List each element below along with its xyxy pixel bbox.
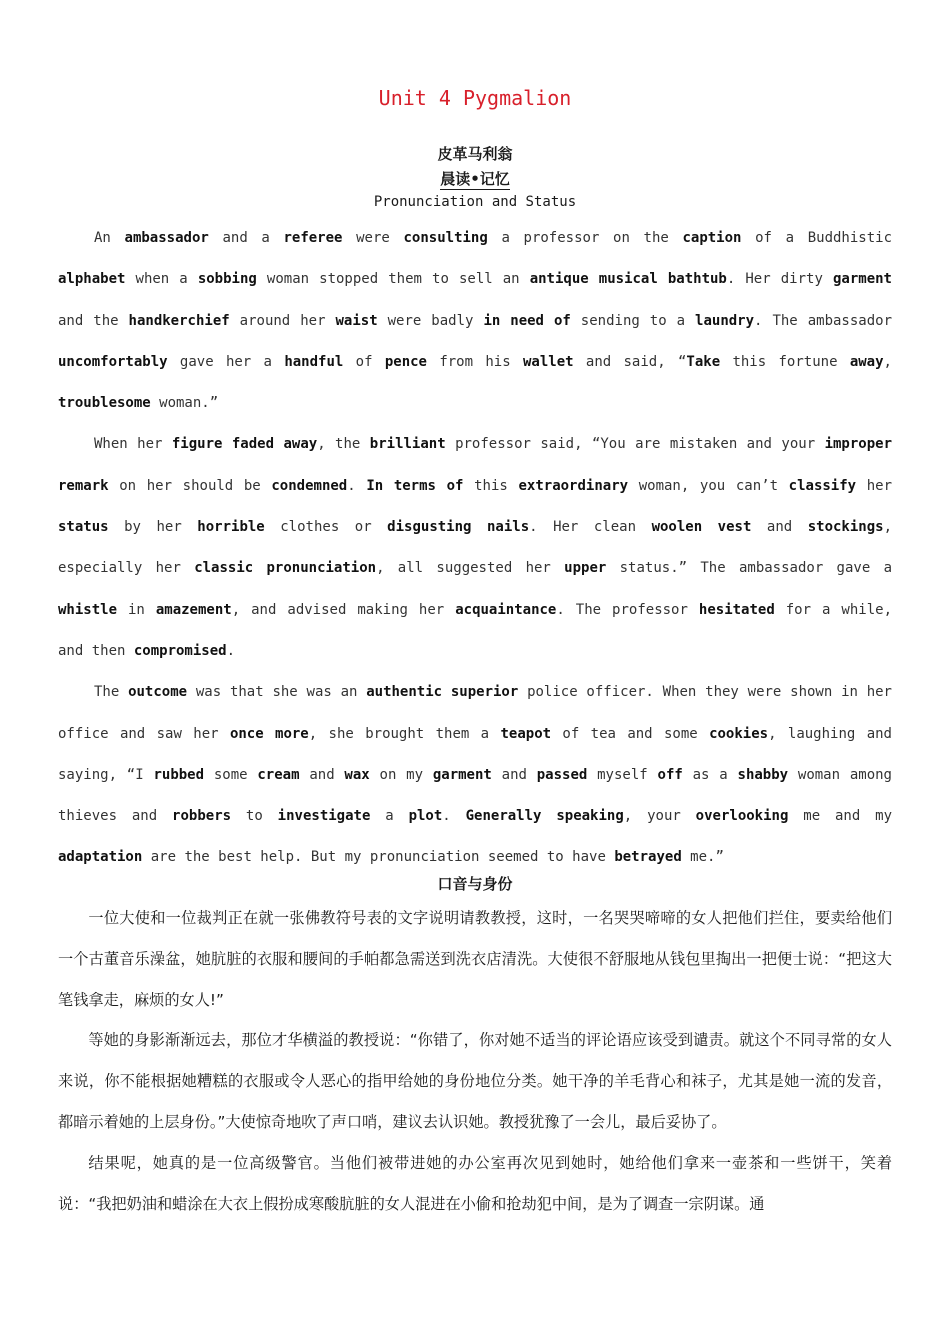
english-paragraph-2: When her figure faded away, the brilliant professor said, “You are mistaken and your improper remark on her should be condemned. In terms of this extraordinary woman, you can’t classify her status by her horrible clothes or disgusting nails. Her clean woolen vest and stockings, especially her classic pronunciation, all suggested her upper status.” The ambassador gave a whistle in amazement, and advised making her acquaintance. The professor hesitated for a while, and then compromised. [58, 436, 893, 659]
vocab-word: in need of [483, 312, 571, 329]
english-heading: Pronunciation and Status [373, 194, 577, 210]
vocab-word: disgusting nails [387, 519, 530, 536]
chinese-passage [58, 898, 892, 1224]
vocab-word: In terms of [366, 477, 464, 494]
vocab-word: condemned [271, 477, 348, 494]
vocab-word: handkerchief [128, 312, 230, 329]
vocab-word: cream [257, 766, 300, 783]
vocab-word: troublesome [58, 395, 151, 412]
section-label-text: 晨读•记忆 [440, 170, 510, 188]
vocab-word: off [657, 766, 683, 783]
vocab-word: waist [335, 312, 378, 329]
vocab-word: caption [682, 230, 742, 246]
vocab-word: pence [384, 353, 427, 370]
vocab-word: classify [788, 477, 857, 494]
vocab-word: wallet [522, 353, 574, 370]
vocab-word: Generally speaking [465, 808, 624, 825]
english-paragraph-3: The outcome was that she was an authentic superior police officer. When they were shown in her office and saw her once more, she brought them a teapot of tea and some cookies, laughing and saying, “I rubbed some cream and wax on my garment and passed myself off as a shabby woman among thieves and robbers to investigate a plot. Generally speaking, your overlooking me and my adaptation are the best help. But my pronunciation seemed to have betrayed me.” [58, 684, 893, 866]
vocab-word: status [58, 519, 109, 536]
vocab-word: teapot [500, 725, 552, 742]
vocab-word: consulting [403, 230, 488, 246]
vocab-word: woolen vest [651, 519, 752, 536]
vocab-word: upper [564, 560, 607, 577]
vocab-word: plot [408, 808, 443, 825]
vocab-word: once more [229, 725, 309, 742]
vocab-word: wax [344, 766, 370, 783]
vocab-word: garment [432, 766, 492, 783]
vocab-word: improper remark [58, 436, 892, 494]
vocab-word: laundry [695, 312, 755, 329]
vocab-word: ambassador [124, 230, 209, 246]
vocab-word: antique musical bathtub [529, 271, 727, 288]
vocab-word: overlooking [695, 808, 789, 825]
unit-title: Unit 4 Pygmalion [378, 86, 572, 110]
vocab-word: shabby [737, 766, 789, 783]
vocab-word: brilliant [369, 436, 446, 453]
vocab-word: amazement [155, 601, 232, 618]
vocab-word: compromised [133, 642, 227, 659]
chinese-paragraph-3: 结果呢，她真的是一位高级警官。当他们被带进她的办公室再次见到她时，她给他们拿来一壶茶和一些饼干，笑着说：“我把奶油和蜡涂在大衣上假扮成寒酸肮脏的女人混进在小偷和抢劫犯中间，是为了调查一宗阴谋。通 [58, 1153, 892, 1213]
chinese-paragraph-1: 一位大使和一位裁判正在就一张佛教符号表的文字说明请教教授，这时，一名哭哭啼啼的女人把他们拦住，要卖给他们一个古董音乐澡盆，她肮脏的衣服和腰间的手帕都急需送到洗衣店清洗。大使很不舒服地从钱包里掏出一把便士说：“把这大笔钱拿走，麻烦的女人!” [58, 909, 892, 1009]
vocab-word: figure faded away [171, 436, 318, 453]
vocab-word: whistle [58, 601, 118, 618]
vocab-word: betrayed [614, 849, 682, 866]
vocab-word: garment [832, 271, 892, 288]
vocab-word: cookies [709, 725, 769, 742]
vocab-word: Take [686, 353, 721, 370]
vocab-word: outcome [128, 684, 188, 701]
vocab-word: uncomfortably [58, 353, 168, 370]
chinese-title: 皮革马利翁 [437, 145, 513, 163]
chinese-paragraph-2: 等她的身影渐渐远去，那位才华横溢的教授说：“你错了，你对她不适当的评论语应该受到谴责。就这个不同寻常的女人来说，你不能根据她糟糕的衣服或令人恶心的指甲给她的身份地位分类。她干净的羊毛背心和袜子，尤其是她一流的发音，都暗示着她的上层身份。”大使惊奇地吹了声口哨，建议去认识她。教授犹豫了一会儿，最后妥协了。 [58, 1031, 892, 1131]
vocab-word: hesitated [698, 601, 775, 618]
vocab-word: horrible [197, 519, 265, 536]
vocab-word: stockings [807, 519, 884, 536]
vocab-word: adaptation [58, 849, 143, 866]
vocab-word: classic pronunciation [194, 560, 377, 577]
vocab-word: passed [536, 766, 588, 783]
vocab-word: rubbed [153, 766, 205, 783]
vocab-word: acquaintance [455, 601, 557, 618]
vocab-word: away [849, 353, 884, 370]
english-passage [58, 218, 892, 879]
english-paragraph-1: An ambassador and a referee were consulting a professor on the caption of a Buddhistic alphabet when a sobbing woman stopped them to sell an antique musical bathtub. Her dirty garment and the handkerchief around her waist were badly in need of sending to a laundry. The ambassador uncomfortably gave her a handful of pence from his wallet and said, “Take this fortune away, troublesome woman.” [58, 230, 892, 412]
vocab-word: sobbing [197, 271, 257, 288]
vocab-word: investigate [277, 808, 371, 825]
vocab-word: handful [284, 353, 344, 370]
vocab-word: extraordinary [518, 477, 629, 494]
vocab-word: authentic superior [366, 684, 519, 701]
vocab-word: referee [283, 230, 343, 246]
vocab-word: robbers [172, 808, 232, 825]
section-label [0, 168, 950, 189]
chinese-heading: 口音与身份 [437, 875, 513, 893]
vocab-word: alphabet [58, 271, 126, 288]
